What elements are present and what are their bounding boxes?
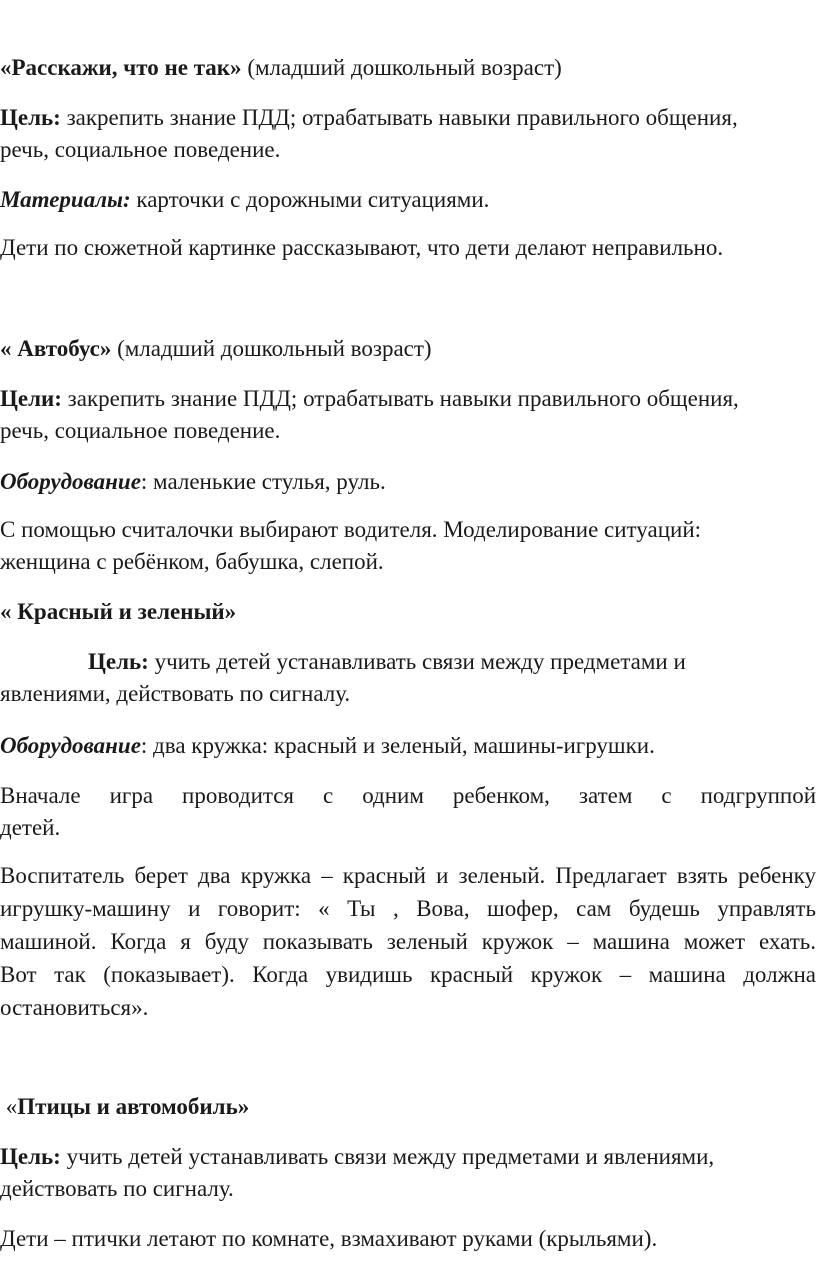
game1-title: «Расскажи, что не так» <box>0 55 242 80</box>
game2-equipment <box>0 468 816 496</box>
game3-p1-line2: детей. <box>0 815 61 840</box>
game4-goal-cont: действовать по сигналу. <box>0 1176 234 1201</box>
game4-description: Дети – птички летают по комнате, взмахивают руками (крыльями). <box>0 1226 658 1251</box>
game1-age: (младший дошкольный возраст) <box>241 55 562 80</box>
game2-goal-text: закрепить знание ПДД; отрабатывать навыки правильного общения, <box>61 386 739 411</box>
game1-description: Дети по сюжетной картинке рассказывают, что дети делают неправильно. <box>0 235 724 260</box>
game2-goal-label: Цели: <box>0 386 62 411</box>
game3-p2-line5: остановиться». <box>0 995 149 1020</box>
game3-p1-line1: Вначале игра проводится с одним ребенком, затем с подгруппой <box>0 783 816 808</box>
game4-goal-text: учить детей устанавливать связи между предметами и явлениями, <box>60 1144 715 1169</box>
game3-goal-text: учить детей устанавливать связи между предметами и <box>148 649 686 674</box>
game3-title: « Красный и зеленый» <box>0 599 237 624</box>
game1-heading <box>0 54 816 82</box>
game1-goal-label: Цель: <box>0 105 61 130</box>
game1-materials <box>0 186 816 214</box>
game3-equipment-label: Оборудование <box>0 733 141 758</box>
game1-goal-cont: речь, социальное поведение. <box>0 137 281 162</box>
game1-goal <box>0 104 816 132</box>
game2-equipment-label: Оборудование <box>0 469 141 494</box>
game4-title-prefix: « <box>0 1094 18 1119</box>
game1-materials-text: карточки с дорожными ситуациями. <box>130 187 490 212</box>
game1-goal-text: закрепить знание ПДД; отрабатывать навыки правильного общения, <box>60 105 738 130</box>
game2-equipment-text: : маленькие стулья, руль. <box>140 469 386 494</box>
game4-goal <box>0 1143 816 1171</box>
game2-desc-line1: С помощью считалочки выбирают водителя. Моделирование ситуаций: <box>0 517 702 542</box>
game3-heading <box>0 598 816 626</box>
game3-equipment <box>0 732 816 760</box>
game2-goal-cont: речь, социальное поведение. <box>0 418 281 443</box>
game2-desc-line2: женщина с ребёнком, бабушка, слепой. <box>0 549 384 574</box>
game2-title: « Автобус» <box>0 336 112 361</box>
game3-p2-line3: машиной. Когда я буду показывать зеленый кружок – машина может ехать. <box>0 929 816 954</box>
game3-equipment-text: : два кружка: красный и зеленый, машины-игрушки. <box>140 733 655 758</box>
game1-materials-label: Материалы: <box>0 187 131 212</box>
game4-goal-label: Цель: <box>0 1144 61 1169</box>
game4-heading <box>0 1093 816 1121</box>
game2-goal <box>0 385 816 413</box>
game4-title: Птицы и автомобиль» <box>17 1094 250 1119</box>
game3-goal-label: Цель: <box>88 649 149 674</box>
game3-p2-line4: Вот так (показывает). Когда увидишь красный кружок – машина должна <box>0 962 816 987</box>
game3-p2-line1: Воспитатель берет два кружка – красный и зеленый. Предлагает взять ребенку <box>0 863 816 888</box>
game3-goal-cont: явлениями, действовать по сигналу. <box>0 681 351 706</box>
game3-p2-line2: игрушку-машину и говорит: « Ты , Вова, шофер, сам будешь управлять <box>0 896 816 921</box>
game3-goal <box>0 648 816 676</box>
game2-age: (младший дошкольный возраст) <box>111 336 432 361</box>
game2-heading <box>0 335 816 363</box>
